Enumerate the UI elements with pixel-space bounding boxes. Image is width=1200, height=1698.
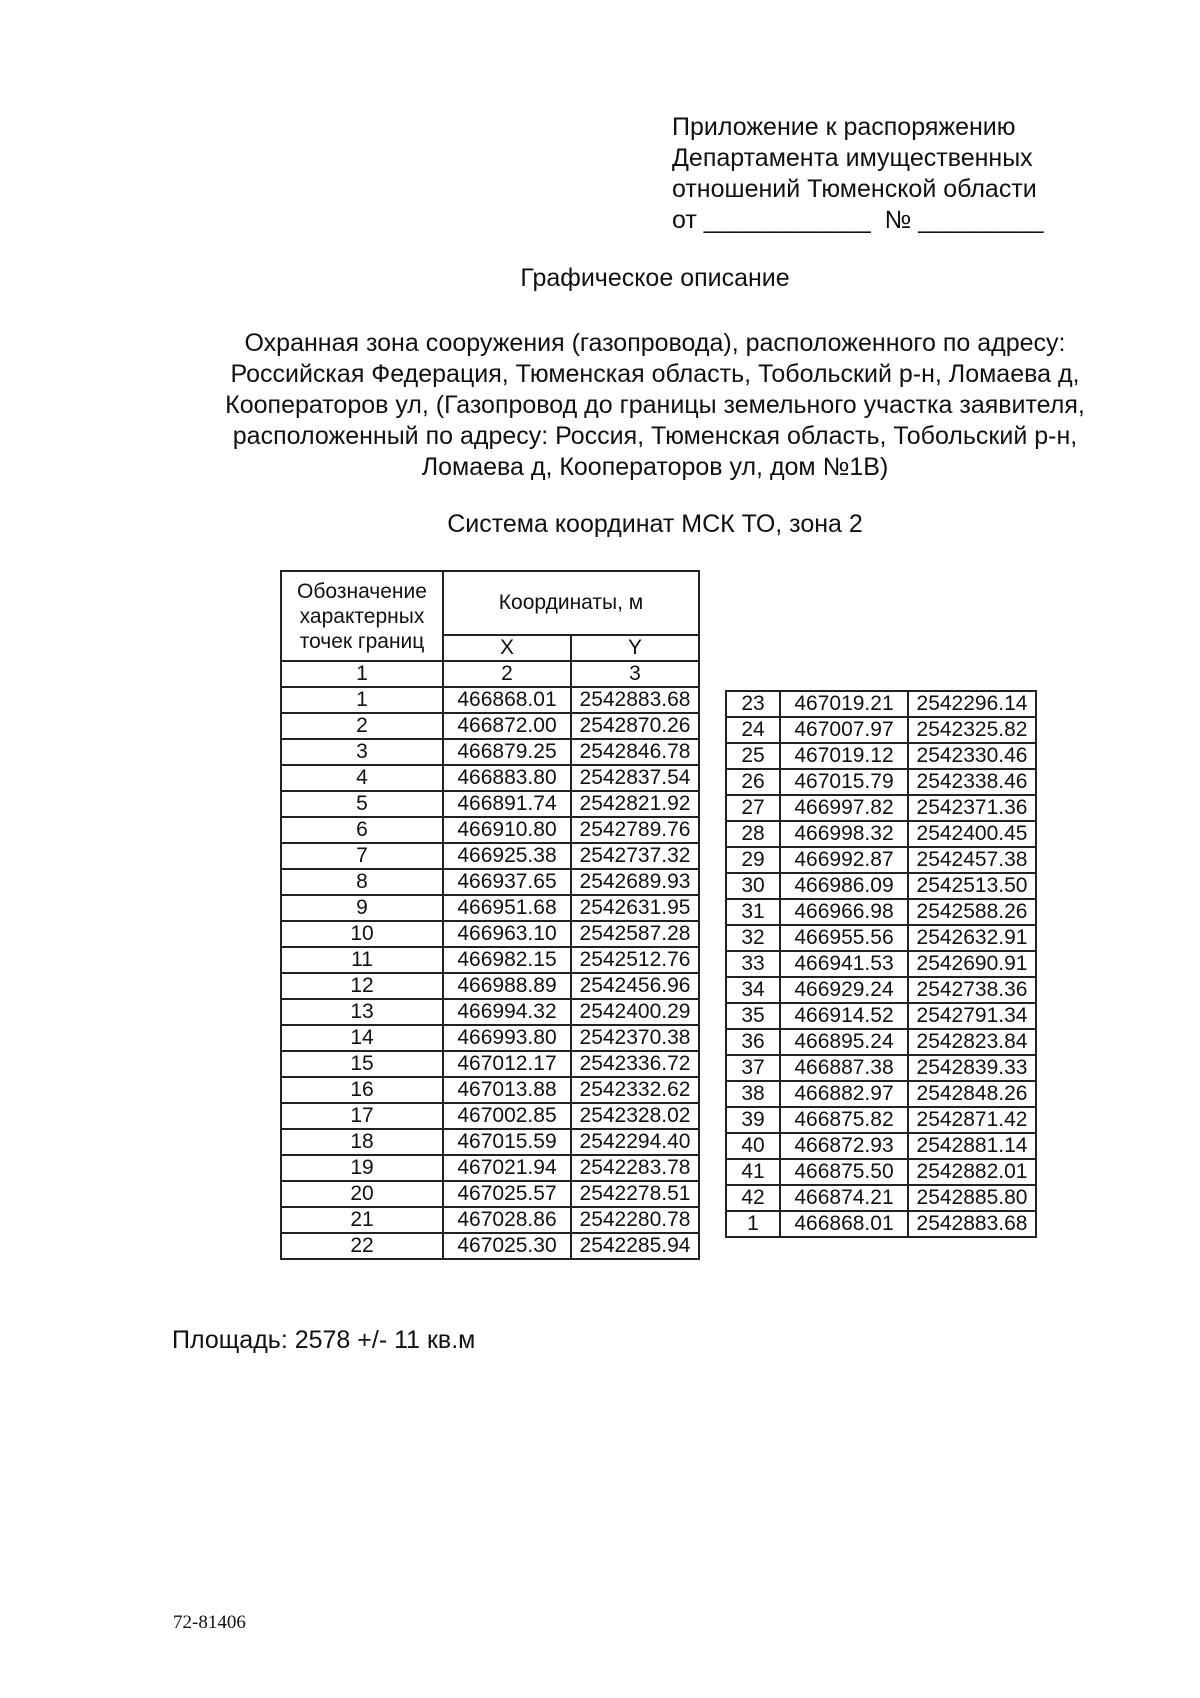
area-text: Площадь: 2578 +/- 11 кв.м bbox=[172, 1326, 476, 1354]
y-coordinate-cell: 2542821.92 bbox=[571, 791, 699, 817]
point-number-cell: 41 bbox=[726, 1159, 780, 1185]
y-coordinate-cell: 2542837.54 bbox=[571, 765, 699, 791]
point-number-cell: 11 bbox=[281, 947, 443, 973]
table-row bbox=[281, 973, 699, 999]
y-coordinate-cell: 2542632.91 bbox=[908, 925, 1036, 951]
table-row bbox=[281, 1051, 699, 1077]
y-coordinate-cell: 2542738.36 bbox=[908, 977, 1036, 1003]
table-row bbox=[726, 1159, 1036, 1185]
coordinate-system-label: Система координат МСК ТО, зона 2 bbox=[447, 510, 863, 538]
point-number-cell: 28 bbox=[726, 821, 780, 847]
y-coordinate-cell: 2542883.68 bbox=[571, 687, 699, 713]
x-coordinate-cell: 467021.94 bbox=[443, 1155, 571, 1181]
x-coordinate-cell: 467015.59 bbox=[443, 1129, 571, 1155]
table-row bbox=[281, 1129, 699, 1155]
point-number-cell: 14 bbox=[281, 1025, 443, 1051]
table-row bbox=[726, 691, 1036, 717]
y-coordinate-cell: 2542823.84 bbox=[908, 1029, 1036, 1055]
point-number-cell: 6 bbox=[281, 817, 443, 843]
point-number-cell: 23 bbox=[726, 691, 780, 717]
description-line: расположенный по адресу: Россия, Тюменская область, Тобольский р-н, bbox=[232, 422, 1078, 450]
y-coordinate-cell: 2542296.14 bbox=[908, 691, 1036, 717]
x-coordinate-cell: 466910.80 bbox=[443, 817, 571, 843]
x-coordinate-cell: 466988.89 bbox=[443, 973, 571, 999]
point-number-cell: 5 bbox=[281, 791, 443, 817]
x-column-header: X bbox=[443, 635, 571, 661]
x-coordinate-cell: 466951.68 bbox=[443, 895, 571, 921]
table-row bbox=[726, 1029, 1036, 1055]
x-coordinate-cell: 466882.97 bbox=[780, 1081, 908, 1107]
table-row bbox=[726, 1211, 1036, 1237]
y-coordinate-cell: 2542791.34 bbox=[908, 1003, 1036, 1029]
table-row bbox=[726, 847, 1036, 873]
y-coordinate-cell: 2542325.82 bbox=[908, 717, 1036, 743]
x-coordinate-cell: 467015.79 bbox=[780, 769, 908, 795]
y-coordinate-cell: 2542336.72 bbox=[571, 1051, 699, 1077]
x-coordinate-cell: 466992.87 bbox=[780, 847, 908, 873]
point-number-cell: 1 bbox=[726, 1211, 780, 1237]
point-number-cell: 31 bbox=[726, 899, 780, 925]
point-number-cell: 37 bbox=[726, 1055, 780, 1081]
table-row bbox=[281, 1155, 699, 1181]
y-coordinate-cell: 2542400.45 bbox=[908, 821, 1036, 847]
point-number-cell: 32 bbox=[726, 925, 780, 951]
point-number-cell: 10 bbox=[281, 921, 443, 947]
point-number-cell: 19 bbox=[281, 1155, 443, 1181]
column-number: 1 bbox=[281, 661, 443, 687]
table-row bbox=[726, 977, 1036, 1003]
y-coordinate-cell: 2542588.26 bbox=[908, 899, 1036, 925]
point-number-cell: 36 bbox=[726, 1029, 780, 1055]
coordinates-header: Координаты, м bbox=[443, 571, 699, 635]
y-coordinate-cell: 2542513.50 bbox=[908, 873, 1036, 899]
x-coordinate-cell: 466941.53 bbox=[780, 951, 908, 977]
x-coordinate-cell: 466891.74 bbox=[443, 791, 571, 817]
point-number-cell: 27 bbox=[726, 795, 780, 821]
table-row bbox=[281, 1077, 699, 1103]
point-number-cell: 42 bbox=[726, 1185, 780, 1211]
y-coordinate-cell: 2542338.46 bbox=[908, 769, 1036, 795]
point-number-cell: 8 bbox=[281, 869, 443, 895]
table-row bbox=[726, 795, 1036, 821]
point-number-cell: 7 bbox=[281, 843, 443, 869]
table-row bbox=[726, 899, 1036, 925]
table-row bbox=[726, 1081, 1036, 1107]
object-description bbox=[0, 328, 1200, 483]
table-row bbox=[281, 843, 699, 869]
table-row bbox=[726, 1003, 1036, 1029]
x-coordinate-cell: 466998.32 bbox=[780, 821, 908, 847]
y-coordinate-cell: 2542332.62 bbox=[571, 1077, 699, 1103]
x-coordinate-cell: 466982.15 bbox=[443, 947, 571, 973]
point-number-cell: 26 bbox=[726, 769, 780, 795]
point-number-cell: 22 bbox=[281, 1233, 443, 1259]
x-coordinate-cell: 466997.82 bbox=[780, 795, 908, 821]
x-coordinate-cell: 467028.86 bbox=[443, 1207, 571, 1233]
point-number-cell: 1 bbox=[281, 687, 443, 713]
x-coordinate-cell: 467007.97 bbox=[780, 717, 908, 743]
x-coordinate-cell: 467025.57 bbox=[443, 1181, 571, 1207]
column-number: 3 bbox=[571, 661, 699, 687]
table-row bbox=[281, 1025, 699, 1051]
description-line: Охранная зона сооружения (газопровода), расположенного по адресу: bbox=[244, 329, 1066, 357]
point-number-cell: 33 bbox=[726, 951, 780, 977]
x-coordinate-cell: 467013.88 bbox=[443, 1077, 571, 1103]
y-coordinate-cell: 2542881.14 bbox=[908, 1133, 1036, 1159]
y-coordinate-cell: 2542839.33 bbox=[908, 1055, 1036, 1081]
point-number-cell: 24 bbox=[726, 717, 780, 743]
point-number-cell: 18 bbox=[281, 1129, 443, 1155]
point-number-cell: 20 bbox=[281, 1181, 443, 1207]
y-coordinate-cell: 2542330.46 bbox=[908, 743, 1036, 769]
registration-number: 72-81406 bbox=[173, 1612, 246, 1633]
x-coordinate-cell: 466875.82 bbox=[780, 1107, 908, 1133]
appendix-block bbox=[672, 112, 1043, 236]
description-line: Кооператоров ул, (Газопровод до границы земельного участка заявителя, bbox=[225, 391, 1085, 419]
appendix-line: Департамента имущественных bbox=[672, 144, 1033, 172]
point-number-cell: 16 bbox=[281, 1077, 443, 1103]
y-coordinate-cell: 2542631.95 bbox=[571, 895, 699, 921]
column-number: 2 bbox=[443, 661, 571, 687]
y-coordinate-cell: 2542457.38 bbox=[908, 847, 1036, 873]
x-coordinate-cell: 466887.38 bbox=[780, 1055, 908, 1081]
x-coordinate-cell: 467019.12 bbox=[780, 743, 908, 769]
x-coordinate-cell: 466966.98 bbox=[780, 899, 908, 925]
point-number-cell: 12 bbox=[281, 973, 443, 999]
y-coordinate-cell: 2542370.38 bbox=[571, 1025, 699, 1051]
y-coordinate-cell: 2542885.80 bbox=[908, 1185, 1036, 1211]
document-heading: Графическое описание bbox=[520, 264, 790, 292]
y-coordinate-cell: 2542846.78 bbox=[571, 739, 699, 765]
x-coordinate-cell: 466994.32 bbox=[443, 999, 571, 1025]
point-number-cell: 38 bbox=[726, 1081, 780, 1107]
x-coordinate-cell: 467019.21 bbox=[780, 691, 908, 717]
y-coordinate-cell: 2542587.28 bbox=[571, 921, 699, 947]
table-row bbox=[726, 951, 1036, 977]
table-row bbox=[281, 895, 699, 921]
table-row bbox=[281, 1207, 699, 1233]
table-row bbox=[281, 1181, 699, 1207]
table-row bbox=[281, 1103, 699, 1129]
point-number-cell: 40 bbox=[726, 1133, 780, 1159]
table-row bbox=[726, 873, 1036, 899]
table-row bbox=[726, 1185, 1036, 1211]
description-line: Ломаева д, Кооператоров ул, дом №1В) bbox=[421, 453, 889, 481]
table-row bbox=[281, 947, 699, 973]
y-coordinate-cell: 2542789.76 bbox=[571, 817, 699, 843]
x-coordinate-cell: 466986.09 bbox=[780, 873, 908, 899]
y-coordinate-cell: 2542871.42 bbox=[908, 1107, 1036, 1133]
table-row bbox=[726, 925, 1036, 951]
point-number-cell: 25 bbox=[726, 743, 780, 769]
coordinates-table-left bbox=[280, 570, 700, 1260]
x-coordinate-cell: 466914.52 bbox=[780, 1003, 908, 1029]
y-coordinate-cell: 2542294.40 bbox=[571, 1129, 699, 1155]
x-coordinate-cell: 466895.24 bbox=[780, 1029, 908, 1055]
x-coordinate-cell: 466993.80 bbox=[443, 1025, 571, 1051]
table-row bbox=[726, 769, 1036, 795]
y-coordinate-cell: 2542883.68 bbox=[908, 1211, 1036, 1237]
appendix-line: отношений Тюменской области bbox=[672, 175, 1037, 203]
table-row bbox=[281, 791, 699, 817]
x-coordinate-cell: 466963.10 bbox=[443, 921, 571, 947]
table-row bbox=[281, 1233, 699, 1259]
point-number-cell: 15 bbox=[281, 1051, 443, 1077]
y-coordinate-cell: 2542400.29 bbox=[571, 999, 699, 1025]
x-coordinate-cell: 466868.01 bbox=[443, 687, 571, 713]
y-coordinate-cell: 2542371.36 bbox=[908, 795, 1036, 821]
table-row bbox=[281, 713, 699, 739]
coordinates-table-right bbox=[725, 690, 1037, 1238]
point-number-cell: 3 bbox=[281, 739, 443, 765]
appendix-date-number-line: от ____________ № _________ bbox=[672, 206, 1044, 234]
y-coordinate-cell: 2542690.91 bbox=[908, 951, 1036, 977]
x-coordinate-cell: 466874.21 bbox=[780, 1185, 908, 1211]
x-coordinate-cell: 467025.30 bbox=[443, 1233, 571, 1259]
y-coordinate-cell: 2542278.51 bbox=[571, 1181, 699, 1207]
point-number-cell: 13 bbox=[281, 999, 443, 1025]
x-coordinate-cell: 467002.85 bbox=[443, 1103, 571, 1129]
point-number-cell: 2 bbox=[281, 713, 443, 739]
y-coordinate-cell: 2542280.78 bbox=[571, 1207, 699, 1233]
y-coordinate-cell: 2542882.01 bbox=[908, 1159, 1036, 1185]
x-coordinate-cell: 466955.56 bbox=[780, 925, 908, 951]
y-column-header: Y bbox=[571, 635, 699, 661]
x-coordinate-cell: 467012.17 bbox=[443, 1051, 571, 1077]
y-coordinate-cell: 2542512.76 bbox=[571, 947, 699, 973]
x-coordinate-cell: 466872.00 bbox=[443, 713, 571, 739]
y-coordinate-cell: 2542848.26 bbox=[908, 1081, 1036, 1107]
table-row bbox=[726, 1133, 1036, 1159]
x-coordinate-cell: 466868.01 bbox=[780, 1211, 908, 1237]
table-row bbox=[281, 869, 699, 895]
table-row bbox=[281, 687, 699, 713]
point-number-cell: 21 bbox=[281, 1207, 443, 1233]
y-coordinate-cell: 2542328.02 bbox=[571, 1103, 699, 1129]
point-number-cell: 17 bbox=[281, 1103, 443, 1129]
table-row bbox=[726, 743, 1036, 769]
point-number-cell: 34 bbox=[726, 977, 780, 1003]
y-coordinate-cell: 2542285.94 bbox=[571, 1233, 699, 1259]
x-coordinate-cell: 466875.50 bbox=[780, 1159, 908, 1185]
table-row bbox=[281, 817, 699, 843]
point-number-cell: 29 bbox=[726, 847, 780, 873]
y-coordinate-cell: 2542456.96 bbox=[571, 973, 699, 999]
x-coordinate-cell: 466937.65 bbox=[443, 869, 571, 895]
y-coordinate-cell: 2542689.93 bbox=[571, 869, 699, 895]
point-number-cell: 4 bbox=[281, 765, 443, 791]
x-coordinate-cell: 466929.24 bbox=[780, 977, 908, 1003]
table-row bbox=[281, 739, 699, 765]
y-coordinate-cell: 2542283.78 bbox=[571, 1155, 699, 1181]
y-coordinate-cell: 2542870.26 bbox=[571, 713, 699, 739]
point-number-cell: 39 bbox=[726, 1107, 780, 1133]
x-coordinate-cell: 466925.38 bbox=[443, 843, 571, 869]
table-row bbox=[726, 1055, 1036, 1081]
y-coordinate-cell: 2542737.32 bbox=[571, 843, 699, 869]
table-row bbox=[281, 921, 699, 947]
point-number-cell: 30 bbox=[726, 873, 780, 899]
x-coordinate-cell: 466872.93 bbox=[780, 1133, 908, 1159]
table-row bbox=[281, 999, 699, 1025]
table-row bbox=[726, 821, 1036, 847]
appendix-line: Приложение к распоряжению bbox=[672, 113, 1016, 141]
description-line: Российская Федерация, Тюменская область, Тобольский р-н, Ломаева д, bbox=[230, 360, 1080, 388]
table-row bbox=[726, 1107, 1036, 1133]
point-number-cell: 9 bbox=[281, 895, 443, 921]
x-coordinate-cell: 466879.25 bbox=[443, 739, 571, 765]
table-row bbox=[726, 717, 1036, 743]
point-designation-header: Обозначение характерных точек границ bbox=[281, 571, 443, 661]
x-coordinate-cell: 466883.80 bbox=[443, 765, 571, 791]
point-number-cell: 35 bbox=[726, 1003, 780, 1029]
table-row bbox=[281, 765, 699, 791]
